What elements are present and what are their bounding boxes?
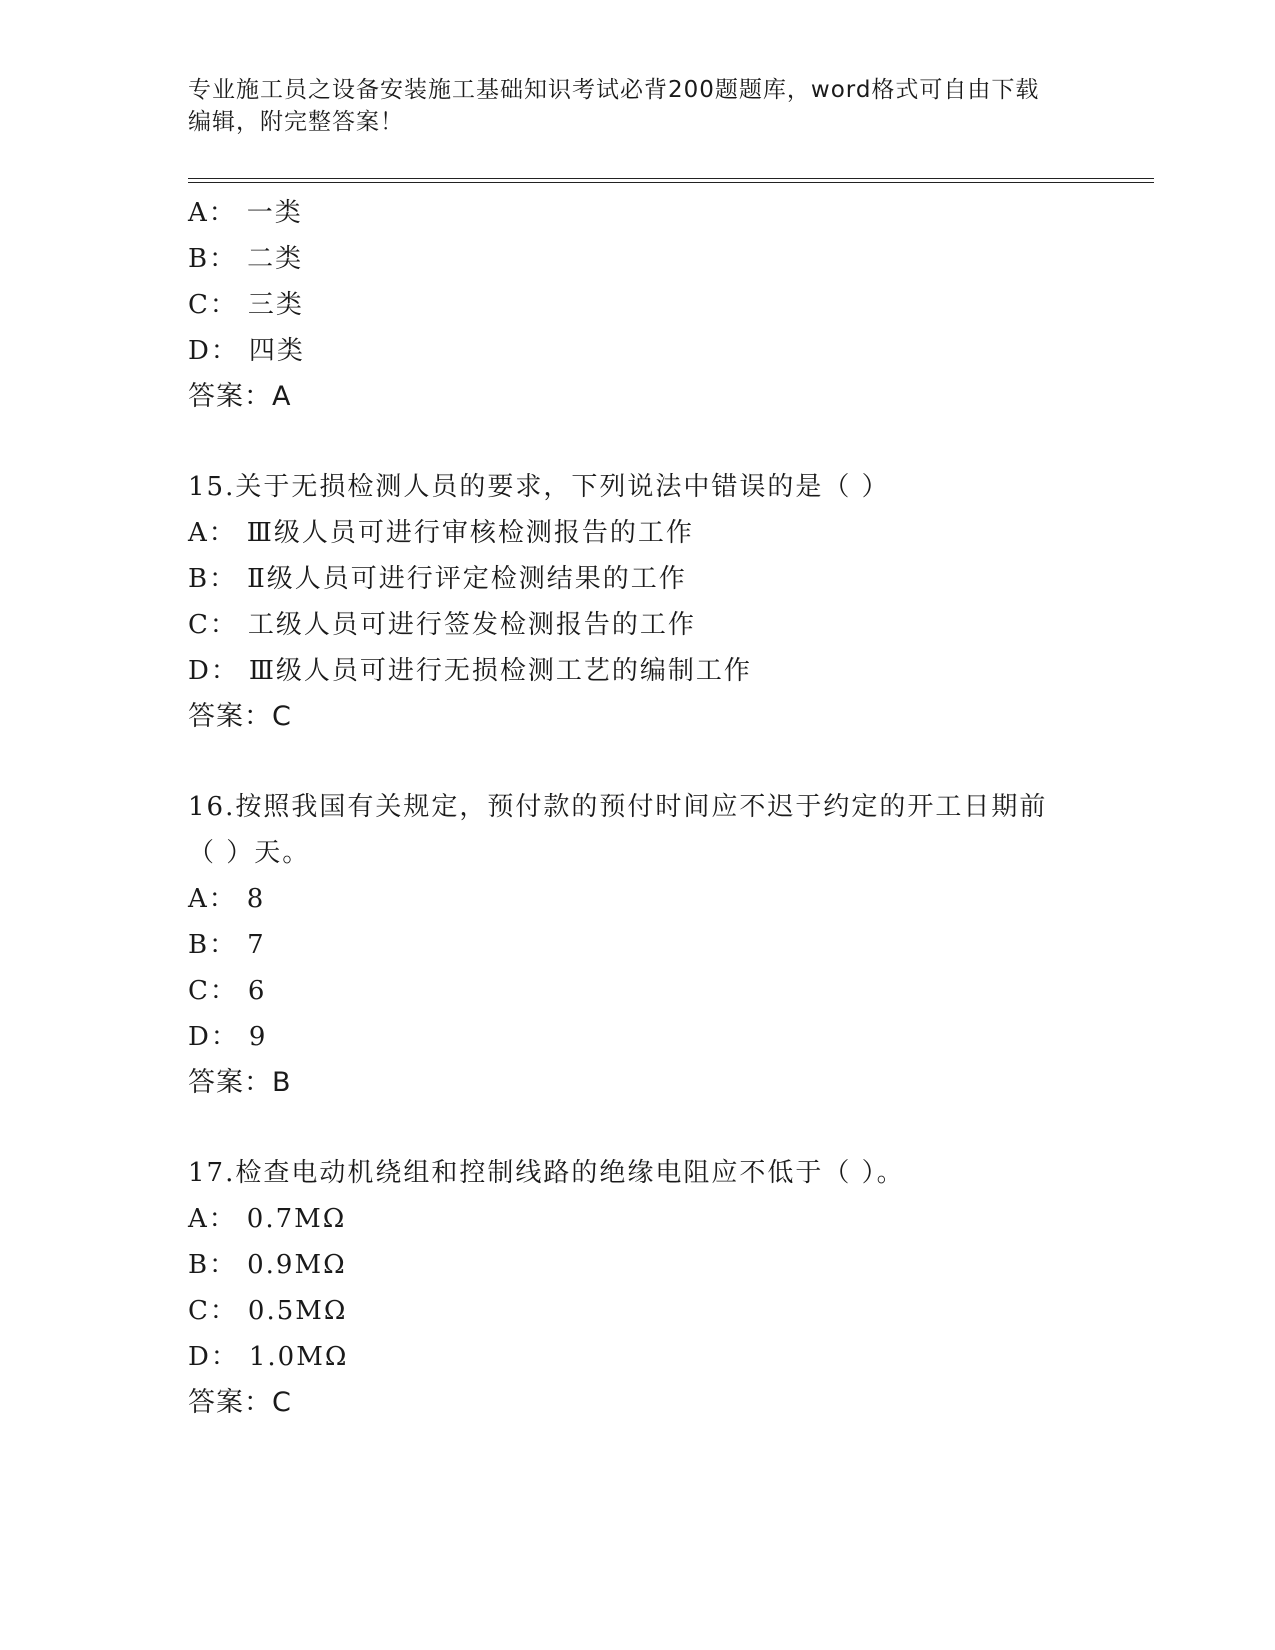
- question-16: [188, 784, 1148, 1106]
- answer: 答案：C: [188, 701, 292, 732]
- question-14-tail: [188, 190, 1148, 420]
- option-b: B： Ⅱ级人员可进行评定检测结果的工作: [188, 564, 687, 594]
- answer: 答案：B: [188, 1067, 292, 1098]
- option-d: D： 1.0MΩ: [188, 1342, 349, 1372]
- answer: 答案：C: [188, 1387, 292, 1418]
- option-b: B： 二类: [188, 244, 304, 274]
- option-a: A： 8: [188, 884, 266, 914]
- question-15: [188, 464, 1148, 740]
- option-a: A： Ⅲ级人员可进行审核检测报告的工作: [188, 518, 694, 548]
- option-d: D： Ⅲ级人员可进行无损检测工艺的编制工作: [188, 656, 752, 686]
- header-title-line2: 编辑，附完整答案！: [188, 109, 404, 135]
- answer: 答案：A: [188, 381, 292, 412]
- question-text: 17.检查电动机绕组和控制线路的绝缘电阻应不低于（ ）。: [188, 1158, 905, 1188]
- question-text-line2: （ ）天。: [188, 838, 311, 868]
- document-body: [188, 190, 1148, 1426]
- option-a: A： 0.7MΩ: [188, 1204, 347, 1234]
- question-text-line1: 16.按照我国有关规定，预付款的预付时间应不迟于约定的开工日期前: [188, 792, 1048, 822]
- option-d: D： 四类: [188, 336, 305, 366]
- question-text: 15.关于无损检测人员的要求，下列说法中错误的是（ ）: [188, 472, 890, 502]
- option-a: A： 一类: [188, 198, 303, 228]
- header-divider: [188, 178, 1154, 183]
- option-d: D： 9: [188, 1022, 268, 1052]
- question-17: [188, 1150, 1148, 1426]
- option-c: C： 6: [188, 976, 267, 1006]
- option-b: B： 0.9MΩ: [188, 1250, 347, 1280]
- header-title-line1: 专业施工员之设备安装施工基础知识考试必背200题题库，word格式可自由下载: [188, 77, 1040, 103]
- option-c: C： 工级人员可进行签发检测报告的工作: [188, 610, 696, 640]
- option-b: B： 7: [188, 930, 266, 960]
- option-c: C： 0.5MΩ: [188, 1296, 348, 1326]
- page-header: [188, 74, 1088, 138]
- option-c: C： 三类: [188, 290, 304, 320]
